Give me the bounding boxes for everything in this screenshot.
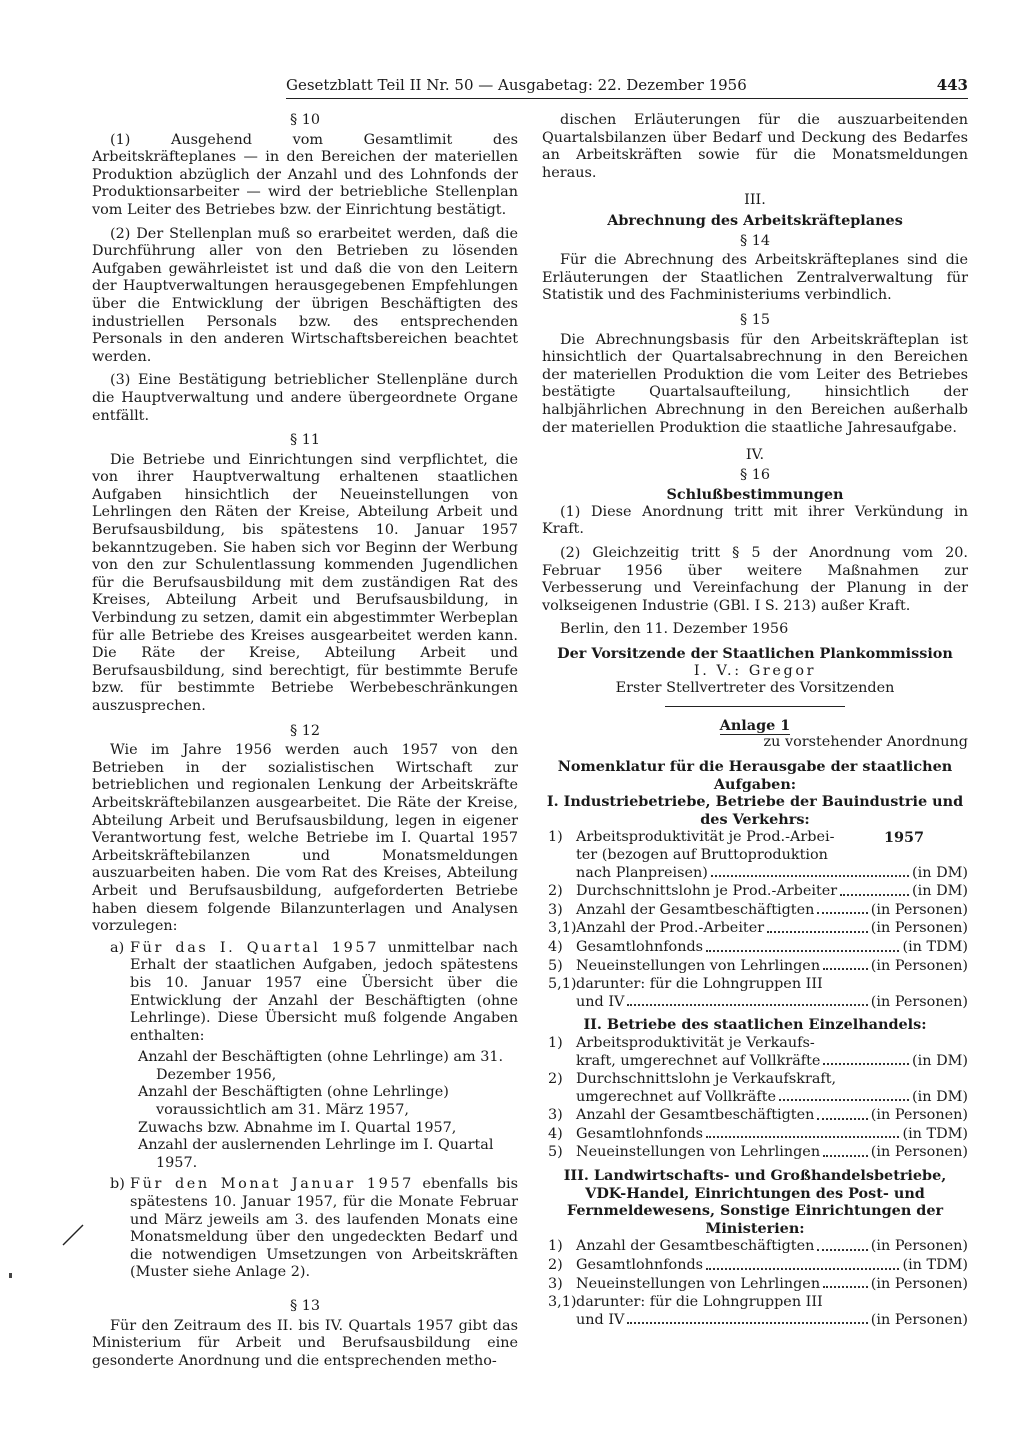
nomenclature-item-text: darunter: für die Lohngruppen III xyxy=(576,1294,823,1311)
signature-divider xyxy=(665,706,845,707)
nomenclature-item xyxy=(542,1294,968,1329)
item-b-spaced-heading: Für den Monat Januar 1957 xyxy=(130,1176,414,1193)
dot-leader xyxy=(711,875,909,877)
nomenclature-item-number: 3) xyxy=(548,1107,563,1124)
signature-office: Der Vorsitzende der Staatlichen Plankommission xyxy=(557,645,953,663)
header-title: Gesetzblatt Teil II Nr. 50 — Ausgabetag: 22. Dezember 1956 xyxy=(286,76,747,94)
nomenclature-item-unit: (in DM) xyxy=(912,864,968,881)
dot-leader xyxy=(627,1322,867,1324)
nomenclature-item-text: und IV xyxy=(576,993,625,1010)
nomenclature-item-text: Anzahl der Gesamtbeschäftigten xyxy=(576,901,815,918)
nomenclature-item-number: 1) xyxy=(548,1034,563,1051)
group-2-list xyxy=(542,1035,968,1162)
dot-leader xyxy=(706,950,899,952)
right-column xyxy=(542,112,968,1329)
signature-name: I. V.: Gregor xyxy=(693,662,817,679)
nomenclature-item-text: kraft, umgerechnet auf Vollkräfte xyxy=(576,1052,821,1069)
nomenclature-item xyxy=(542,1107,968,1125)
section-16-title: Schlußbestimmungen xyxy=(666,486,844,504)
nomenclature-item xyxy=(542,976,968,1011)
nomenclature-item-unit: (in Personen) xyxy=(870,1275,968,1292)
nomenclature-item xyxy=(542,1238,968,1256)
header-rule xyxy=(286,98,968,99)
dot-leader xyxy=(706,1268,899,1270)
nomenclature-item-number: 3) xyxy=(548,901,563,918)
item-b-label: b) xyxy=(110,1176,125,1193)
margin-pen-stroke-icon xyxy=(60,1222,86,1248)
nomenclature-item-unit: (in TDM) xyxy=(902,1125,968,1142)
item-a-sub-3: Zuwachs bzw. Abnahme im I. Quartal 1957, xyxy=(138,1119,457,1136)
section-16-heading: § 16 xyxy=(739,466,771,483)
group-1-title: I. Industriebetriebe, Betriebe der Bauindustrie und des Verkehrs: xyxy=(546,793,964,828)
nomenclature-item-text: Neueinstellungen von Lehrlingen xyxy=(576,1144,821,1161)
margin-dot-icon xyxy=(8,1272,14,1280)
nomenclature-item-unit: (in Personen) xyxy=(870,920,968,937)
signature-role: Erster Stellvertreter des Vorsitzenden xyxy=(615,680,895,697)
nomenclature-item-text: ter (bezogen auf Bruttoproduktion xyxy=(576,846,828,863)
part-3-title: Abrechnung des Arbeitskräfteplanes xyxy=(607,211,903,229)
nomenclature-item-text: Anzahl der Gesamtbeschäftigten xyxy=(576,1107,815,1124)
nomenclature-item xyxy=(542,1276,968,1294)
section-16-paragraph-1: (1) Diese Anordnung tritt mit ihrer Verkündung in Kraft. xyxy=(542,503,968,538)
part-3-heading: III. xyxy=(744,192,766,209)
group-3-list xyxy=(542,1238,968,1329)
anlage-subtitle: zu vorstehender Anordnung xyxy=(763,734,968,751)
nomenclature-item-number: 5) xyxy=(548,1144,563,1161)
group-3-title: III. Landwirtschafts- und Großhandelsbetriebe, VDK-Handel, Einrichtungen des Post- und Fernmeldewesens, Sonstige Einrichtungen der Ministerien: xyxy=(563,1167,947,1237)
section-13-paragraph-1: Für den Zeitraum des II. bis IV. Quartals 1957 gibt das Ministerium für Arbeit und Berufsausbildung eine gesonderte Anordnung und die entsprechenden metho- xyxy=(92,1317,518,1369)
nomenclature-item xyxy=(542,1126,968,1144)
nomenclature-item-text: Arbeitsproduktivität je Verkaufs- xyxy=(576,1034,815,1051)
item-a-spaced-heading: Für das I. Quartal 1957 xyxy=(130,939,379,956)
nomenclature-item xyxy=(542,883,968,901)
nomenclature-item-number: 4) xyxy=(548,1125,563,1142)
group-2-title: II. Betriebe des staatlichen Einzelhandels: xyxy=(583,1016,927,1034)
nomenclature-item-unit: (in Personen) xyxy=(870,901,968,918)
nomenclature-item-text: umgerechnet auf Vollkräfte xyxy=(576,1088,776,1105)
nomenclature-item-number: 5,1) xyxy=(548,976,577,993)
nomenclature-item-unit: (in DM) xyxy=(912,883,968,900)
nomenclature-item-number: 3) xyxy=(548,1275,563,1292)
nomenclature-item-unit: (in Personen) xyxy=(870,1144,968,1161)
item-a-sub-4: Anzahl der auslernenden Lehrlinge im I. Quartal 1957. xyxy=(138,1137,494,1171)
anlage-title-text: Anlage 1 xyxy=(719,716,791,734)
section-14-paragraph-1: Für die Abrechnung des Arbeitskräfteplanes sind die Erläuterungen der Staatlichen Zentralverwaltung für Statistik und des Fachministeriums verbindlich. xyxy=(542,252,968,304)
nomenclature-item xyxy=(542,920,968,938)
anlage-title xyxy=(542,717,968,735)
dot-leader xyxy=(779,1099,909,1101)
nomenclature-item-text: Durchschnittslohn je Prod.-Arbeiter xyxy=(576,883,838,900)
nomenclature-item-unit: (in Personen) xyxy=(870,1311,968,1328)
item-a-sub-2: Anzahl der Beschäftigten (ohne Lehrlinge) voraussichtlich am 31. März 1957, xyxy=(138,1084,449,1119)
nomenclature-item xyxy=(542,958,968,976)
section-10-heading: § 10 xyxy=(289,112,321,128)
nomenclature-item xyxy=(542,1144,968,1162)
dot-leader xyxy=(823,1063,909,1065)
group-1-list xyxy=(542,829,968,1011)
nomenclature-item-unit: (in DM) xyxy=(912,1052,968,1069)
nomenclature-item-text: Gesamtlohnfonds xyxy=(576,938,704,955)
nomenclature-item-text: Neueinstellungen von Lehrlingen xyxy=(576,1275,821,1292)
nomenclature-item xyxy=(542,939,968,957)
section-12-heading: § 12 xyxy=(289,722,321,739)
nomenclature-item xyxy=(542,1035,968,1070)
nomenclature-item-unit: (in TDM) xyxy=(902,1257,968,1274)
item-b-text: ebenfalls bis spätestens 10. Januar 1957, für die Monate Februar und März jeweils am 3. des laufenden Monats eine Monatsmeldung über den ungedeckten Bedarf und die notwendigen Umsetzungen von Arbeitskräften (Muster siehe Anlage 2). xyxy=(130,1176,518,1281)
section-10-paragraph-2: (2) Der Stellenplan muß so erarbeitet werden, daß die Durchführung aller von den Betrieben zu lösenden Aufgaben gewährleistet ist und daß die von den Leitern der Hauptverwaltungen herausgegebenen Empfehlungen über die Entwicklung der übrigen Beschäftigten des industriellen Personals bzw. des entsprechenden Personals in den anderen Wirtschaftsbereichen beachtet werden. xyxy=(92,225,518,365)
dot-leader xyxy=(823,1286,868,1288)
section-13-heading: § 13 xyxy=(289,1298,321,1314)
nomenclature-item-unit: (in Personen) xyxy=(870,957,968,974)
dot-leader xyxy=(823,1155,868,1157)
nomenclature-item-number: 3,1) xyxy=(548,1294,577,1311)
dot-leader xyxy=(840,894,909,896)
nomenclature-item-number: 2) xyxy=(548,883,563,900)
nomenclature-item-text: Neueinstellungen von Lehrlingen xyxy=(576,957,821,974)
nomenclature-item xyxy=(542,902,968,920)
nomenclature-item-text: darunter: für die Lohngruppen III xyxy=(576,976,823,993)
dot-leader xyxy=(817,1249,867,1251)
nomenclature-item-text: nach Planpreisen) xyxy=(576,864,708,881)
left-column xyxy=(92,112,518,1370)
item-a-text: unmittelbar nach Erhalt der staatlichen Aufgaben, jedoch spätestens bis 10. Januar 1957 eine Übersicht über die Entwicklung der Anzahl der Beschäftigten (ohne Lehrlinge). Diese Übersicht muß folgende Angaben enthalten: xyxy=(130,939,519,1044)
nomenclature-item-text: Gesamtlohnfonds xyxy=(576,1257,704,1274)
nomenclature-item-number: 1) xyxy=(548,1238,563,1255)
dot-leader xyxy=(817,912,867,914)
dot-leader xyxy=(817,1118,867,1120)
dot-leader xyxy=(627,1004,867,1006)
nomenclature-item-unit: (in TDM) xyxy=(902,938,968,955)
section-14-heading: § 14 xyxy=(739,232,771,249)
page-header xyxy=(286,76,968,100)
dot-leader xyxy=(706,1136,899,1138)
nomenclature-item-text: Gesamtlohnfonds xyxy=(576,1125,704,1142)
nomenclature-item-text: Anzahl der Prod.-Arbeiter xyxy=(576,920,765,937)
nomenclature-item-number: 5) xyxy=(548,957,563,974)
page-number: 443 xyxy=(936,76,968,94)
nomenclature-item-unit: (in Personen) xyxy=(870,993,968,1010)
nomenclature-item-number: 1) xyxy=(548,829,563,846)
nomenclature-item-number: 2) xyxy=(548,1071,563,1088)
nomenclature-item-unit: (in DM) xyxy=(912,1088,968,1105)
nomenclature-item-number: 2) xyxy=(548,1257,563,1274)
list-item-a xyxy=(92,940,518,1046)
nomenclature-item-text: Anzahl der Gesamtbeschäftigten xyxy=(576,1238,815,1255)
nomenclature-item-text: und IV xyxy=(576,1311,625,1328)
nomenclature-item xyxy=(542,1257,968,1275)
nomenclature-item-unit: (in Personen) xyxy=(870,1107,968,1124)
section-11-heading: § 11 xyxy=(289,432,321,449)
continuation-paragraph: dischen Erläuterungen für die auszuarbeitenden Quartalsbilanzen über Bedarf und Deckung des Bedarfes an Arbeitskräften sowie für die Monatsmeldungen heraus. xyxy=(542,112,968,181)
nomenclature-item-text: Durchschnittslohn je Verkaufskraft, xyxy=(576,1071,837,1088)
section-11-paragraph-1: Die Betriebe und Einrichtungen sind verpflichtet, die von ihrer Hauptverwaltung erhaltenen staatlichen Aufgaben hinsichtlich der Neueinstellungen von Lehrlingen den Räten der Kreise, Abteilung Arbeit und Berufsausbildung, bis spätestens 10. Januar 1957 bekanntzugeben. Sie haben sich vor Beginn der Werbung von den zur Schulentlassung kommenden Jugendlichen für die Berufsausbildung mit dem zuständigen Rat des Kreises, Abteilung Arbeit und Berufsausbildung, in Verbindung zu setzen, damit ein abgestimmter Werbeplan für alle Betriebe des Kreises ausgearbeitet werden kann. Die Räte der Kreise, Abteilung Arbeit und Berufsausbildung, sind berechtigt, für bestimmte Berufe bzw. für bestimmte Betriebe Werbebeschränkungen auszusprechen. xyxy=(92,451,518,714)
nomenclature-item-number: 3,1) xyxy=(548,920,577,937)
list-item-b xyxy=(92,1176,518,1282)
section-16-paragraph-2: (2) Gleichzeitig tritt § 5 der Anordnung vom 20. Februar 1956 über weitere Maßnahmen zur Verbesserung und Vereinfachung der Planung in der volkseigenen Industrie (GBl. I S. 213) außer Kraft. xyxy=(542,545,968,614)
part-4-heading: IV. xyxy=(745,447,765,464)
dot-leader xyxy=(823,968,868,970)
place-date: Berlin, den 11. Dezember 1956 xyxy=(560,621,789,638)
dot-leader xyxy=(767,931,868,933)
section-12-paragraph-1: Wie im Jahre 1956 werden auch 1957 von den Betrieben in der sozialistischen Wirtschaft zur betrieblichen und regionalen Lenkung der Arbeitskräfte Arbeitskräftebilanzen ausgearbeitet. Die Räte der Kreise, Abteilung Arbeit und Berufsausbildung, legen in eigener Verantwortung fest, welche Betriebe im I. Quartal 1957 Arbeitskräftebilanzen und Monatsmeldungen auszuarbeiten haben. Die vom Rat des Kreises, Abteilung Arbeit und Berufsausbildung, aufgeforderten Betriebe haben diesem folgende Bilanzunterlagen und Analysen vorzulegen: xyxy=(92,742,518,935)
nomenclature-item xyxy=(542,1071,968,1106)
nomenclature-item-text: Arbeitsproduktivität je Prod.-Arbei- xyxy=(576,829,835,846)
nomenklatur-title: Nomenklatur für die Herausgabe der staatlichen Aufgaben: xyxy=(557,758,953,793)
section-10-paragraph-1: (1) Ausgehend vom Gesamtlimit des Arbeitskräfteplanes — in den Bereichen der materiellen Produktion abzüglich der Anzahl und des Lohnfonds der Produktionsarbeiter — wird der betriebliche Stellenplan vom Leiter des Betriebes bzw. der Einrichtung bestätigt. xyxy=(92,131,518,218)
item-a-label: a) xyxy=(110,939,125,956)
nomenclature-item xyxy=(542,829,968,882)
item-a-sub-1: Anzahl der Beschäftigten (ohne Lehrlinge) am 31. Dezember 1956, xyxy=(138,1049,504,1083)
section-10-paragraph-3: (3) Eine Bestätigung betrieblicher Stellenpläne durch die Hauptverwaltung und andere übergeordnete Organe entfällt. xyxy=(92,372,518,424)
nomenclature-item-number: 4) xyxy=(548,938,563,955)
nomenclature-item-unit: (in Personen) xyxy=(870,1238,968,1255)
section-15-paragraph-1: Die Abrechnungsbasis für den Arbeitskräfteplan ist hinsichtlich der Quartalsabrechnung in den Bereichen der materiellen Produktion die vom Leiter des Betriebes bestätigte Quartalsaufteilung, hinsichtlich der halbjährlichen Abrechnung in den Bereichen außerhalb der materiellen Produktion die staatliche Jahresaufgabe. xyxy=(542,331,968,436)
year-column-heading: 1957 xyxy=(883,829,924,847)
section-15-heading: § 15 xyxy=(739,311,771,328)
